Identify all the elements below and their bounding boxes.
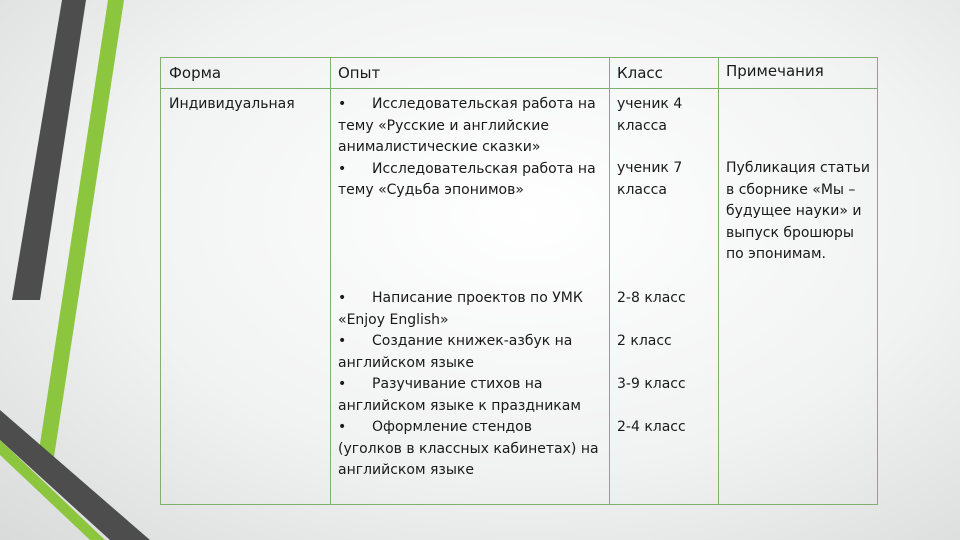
column-divider (330, 58, 331, 504)
grade-item: 2-4 класс (617, 419, 686, 435)
grade-item: 3-9 класс (617, 376, 686, 392)
grade-item: 2-8 класс (617, 290, 686, 306)
notes-value: Публикация статьи в сборнике «Мы – будущее науки» и выпуск брошюры по эпонимам. (726, 160, 870, 262)
column-divider (718, 58, 719, 504)
header-experience: Опыт (338, 64, 381, 82)
grade-item: 2 класс (617, 333, 672, 349)
grade-item: ученик 4 класса (617, 96, 683, 134)
bullet-icon: • (338, 333, 347, 349)
grade-item: ученик 7 класса (617, 160, 683, 198)
experience-table (160, 57, 878, 505)
header-grade: Класс (617, 64, 663, 82)
column-divider (609, 58, 610, 504)
experience-item: • Исследовательская работа на тему «Русские и английские анималистические сказки» • Исследовательская работа на тему «Судьба эпонимов» (338, 96, 596, 198)
bullet-icon: • (338, 376, 347, 392)
form-value: Индивидуальная (169, 96, 295, 112)
header-divider (161, 88, 877, 89)
bullet-icon: • (338, 160, 347, 177)
header-notes: Примечания (726, 62, 824, 80)
experience-item: • Написание проектов по УМК «Enjoy English» • Создание книжек-азбук на английском языке • Разучивание стихов на английском языке к праздникам • Оформление стендов (уголков в классных кабинетах) на английском языке (338, 290, 599, 478)
bullet-icon: • (338, 290, 347, 306)
bullet-icon: • (338, 96, 347, 112)
header-form: Форма (169, 64, 222, 82)
bullet-icon: • (338, 419, 347, 435)
